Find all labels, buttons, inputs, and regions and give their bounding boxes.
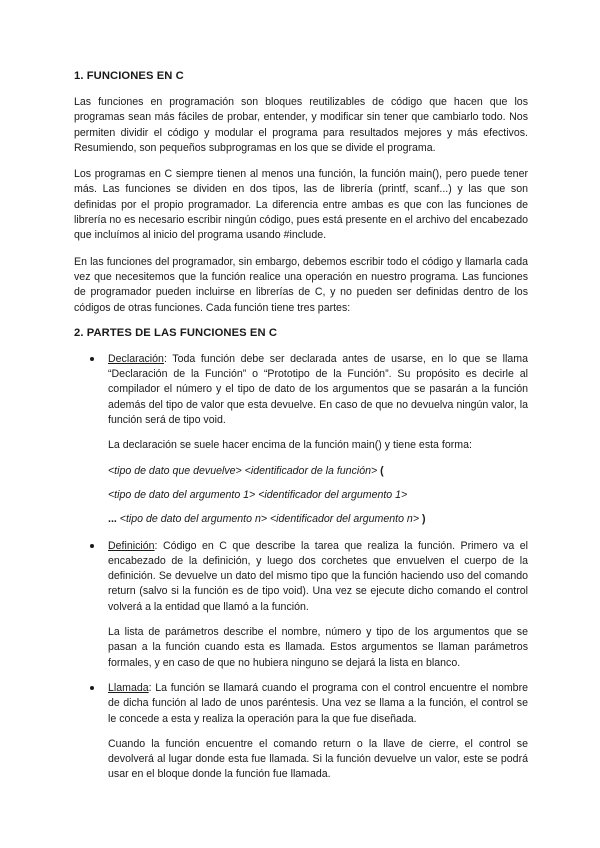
syntax-2-arg-identifier: <identificador del argumento 1>	[258, 488, 408, 501]
llamada-paragraph	[108, 681, 528, 727]
syntax-3-ellipsis: ...	[108, 513, 117, 526]
bullet-icon	[90, 544, 94, 548]
syntax-3-arg-type: <tipo de dato del argumento n>	[119, 513, 268, 526]
declaracion-intro: La declaración se suele hacer encima de la función main() y tiene esta forma:	[108, 439, 472, 452]
syntax-1-return-type: <tipo de dato que devuelve>	[108, 464, 242, 477]
definicion-text: : Código en C que describe la tarea que realiza la función. Primero va el encabezado de la definición, y luego dos corchetes que envuelven el cuerpo de la definición. Se devuelve un dato del mismo tipo que la función haciendo uso del comando return (salvo si la función es de tipo void). Una vez se ejecute dicho comando el control volverá a la entidad que llamó a la función.	[108, 539, 528, 613]
section-1-paragraph-3: En las funciones del programador, sin embargo, debemos escribir todo el código y llamarla cada vez que necesitemos que la función realice una operación en nuestro programa. Las funciones de programador pueden incluirse en librerías de C, y no pueden ser definidas dentro de los códigos de otras funciones. Cada función tiene tres partes:	[74, 255, 528, 314]
list-item-declaracion	[74, 352, 528, 528]
section-2-heading: 2. PARTES DE LAS FUNCIONES EN C	[74, 326, 278, 339]
llamada-extra: Cuando la función encuentre el comando return o la llave de cierre, el control se devolverá al lugar donde esta fue llamada. Si la función devuelve un valor, este se podrá usar en el bloque donde la función fue llamada.	[108, 737, 528, 781]
section-1-paragraph-1: Las funciones en programación son bloques reutilizables de código que hacen que los programas sean más fáciles de probar, entender, y modificar sin tener que cambiarlo todo. Nos permiten dividir el código y modular el programa para resultados mejores y más efectivos. Resumiendo, son pequeños subprogramas en los que se divide el programa.	[74, 96, 528, 154]
syntax-1-function-identifier: <identificador de la función>	[244, 464, 378, 477]
declaracion-paragraph	[108, 352, 528, 428]
declaracion-text: : Toda función debe ser declarada antes de usarse, en lo que se llama “Declaración de la Función” o “Prototipo de la Función”. Su propósito es decirle al compilador el número y el tipo de dato de los argumentos que se pasarán a la función además del tipo de valor que esta devuelve. En caso de que no devuelva ningún valor, la función será de tipo void.	[108, 352, 528, 427]
syntax-2-arg-type: <tipo de dato del argumento 1>	[108, 488, 256, 501]
section-1-paragraph-2: Los programas en C siempre tienen al menos una función, la función main(), pero puede tener más. Las funciones se dividen en dos tipos, las de librería (printf, scanf...) y las que son definidas por el propio programador. La diferencia entre ambas es que con las funciones de librería no es necesario escribir ningún código, pues está presente en el archivo del encabezado que incluímos al inicio del programa usando #include.	[74, 168, 528, 242]
syntax-3-close-paren: )	[421, 513, 426, 526]
section-1-heading: 1. FUNCIONES EN C	[74, 70, 184, 82]
syntax-line-2	[108, 488, 528, 503]
llamada-text: : La función se llamará cuando el programa con el control encuentre el nombre de dicha función al lado de unos paréntesis. Una vez se llama a la función, el control se le concede a esta y realiza la operación para la que fue diseñada.	[108, 681, 528, 725]
bullet-icon	[90, 357, 94, 361]
syntax-1-open-paren: (	[380, 464, 384, 477]
function-parts-list	[74, 352, 528, 783]
definicion-term: Definición	[108, 539, 155, 552]
list-item-llamada	[74, 681, 528, 783]
bullet-icon	[90, 686, 94, 690]
declaracion-term: Declaración	[108, 352, 164, 365]
syntax-line-1	[108, 464, 528, 479]
definicion-paragraph	[108, 539, 528, 615]
definicion-extra: La lista de parámetros describe el nombre, número y tipo de los argumentos que se pasan a la función cuando esta es llamada. Estos argumentos se llaman parámetros formales, y en caso de que no hubiera ninguno se dejará la lista en blanco.	[108, 626, 528, 669]
llamada-term: Llamada	[108, 681, 149, 694]
syntax-line-3	[108, 512, 528, 527]
list-item-definicion	[74, 539, 528, 671]
syntax-3-arg-identifier: <identificador del argumento n>	[270, 513, 420, 526]
